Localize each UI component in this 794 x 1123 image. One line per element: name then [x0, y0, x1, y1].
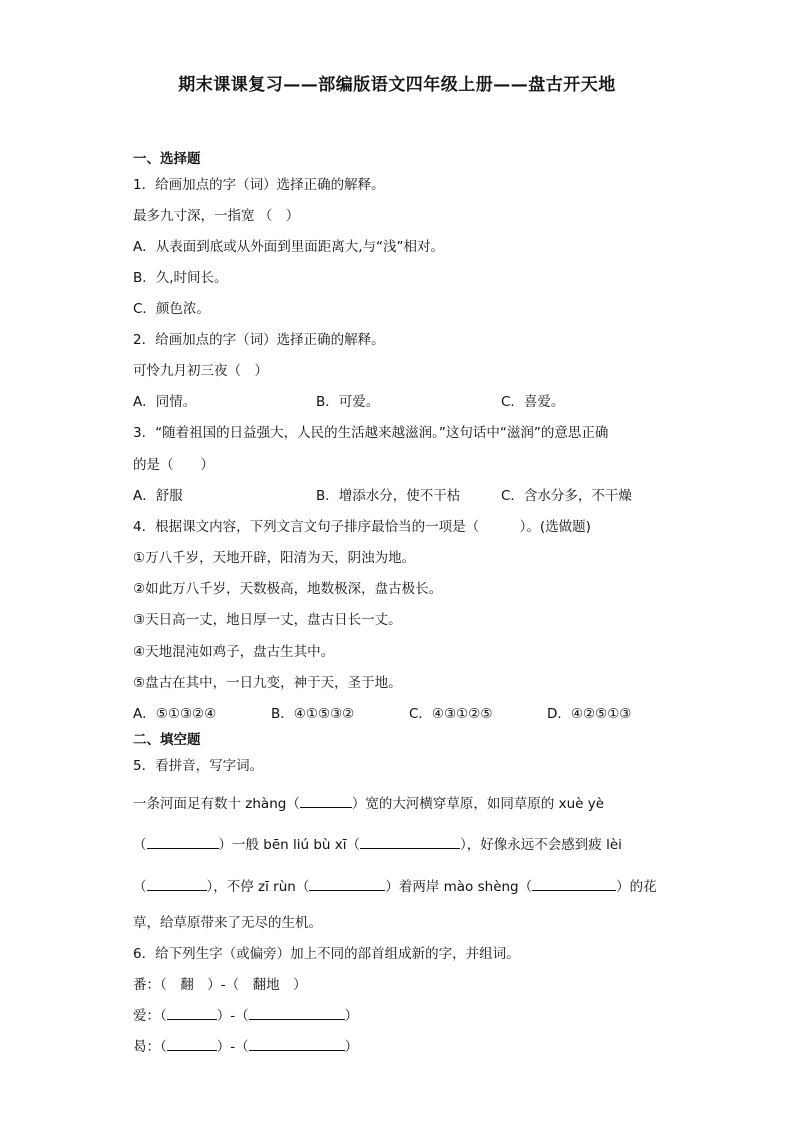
answer-blank[interactable] [532, 878, 616, 891]
q2-sentence: 可怜九月初三夜（ ） [133, 363, 268, 379]
q4-option-b: B．④①⑤③② [271, 706, 355, 722]
q5-text: ），不停 zī rùn（ [206, 879, 310, 895]
q4-stem: 4．根据课文内容，下列文言文句子排序最恰当的一项是（ ）。(选做题) [133, 519, 591, 535]
q5-line-1 [133, 792, 604, 812]
q5-text: ）着两岸 mào shèng（ [385, 879, 533, 895]
answer-blank[interactable] [147, 878, 207, 891]
q6-text: ）-（ [216, 1008, 249, 1024]
answer-blank[interactable] [309, 878, 385, 891]
q5-text: ）的花 [616, 879, 657, 895]
q5-stem: 5．看拼音，写字词。 [133, 758, 264, 774]
q4-item-2: ②如此万八千岁，天数极高，地数极深，盘古极长。 [133, 581, 443, 597]
answer-blank[interactable] [167, 1007, 217, 1020]
q4-item-5: ⑤盘古在其中，一日九变，神于天，圣于地。 [133, 675, 402, 691]
q5-text: ），好像永远不会感到疲 lèi [460, 837, 622, 853]
answer-blank[interactable] [249, 1007, 345, 1020]
q4-option-c: C．④③①②⑤ [409, 706, 493, 722]
q2-stem: 2．给画加点的字（词）选择正确的解释。 [133, 332, 385, 348]
q6-text: ） [344, 1039, 359, 1055]
q5-text: ）一般 bēn liú bù xī（ [218, 837, 361, 853]
q5-line-2 [133, 833, 622, 853]
q6-text: 爱：（ [133, 1008, 167, 1024]
q6-text: ）-（ [216, 1039, 249, 1055]
q5-text: （ [133, 837, 147, 853]
q4-item-4: ④天地混沌如鸡子，盘古生其中。 [133, 644, 335, 660]
q3-stem-line2: 的是（ ） [133, 457, 214, 473]
section-heading-choice: 一、选择题 [133, 151, 201, 167]
q1-option-a: A．从表面到底或从外面到里面距离大,与“浅”相对。 [133, 239, 445, 255]
q1-option-b: B．久,时间长。 [133, 270, 228, 286]
q1-stem: 1．给画加点的字（词）选择正确的解释。 [133, 177, 385, 193]
q5-text: ）宽的大河横穿草原，如同草原的 xuè yè [351, 796, 605, 812]
q6-text: 曷：（ [133, 1039, 167, 1055]
page-title: 期末课课复习——部编版语文四年级上册——盘古开天地 [178, 75, 616, 95]
q4-item-3: ③天日高一丈，地日厚一丈，盘古日长一丈。 [133, 612, 402, 628]
q2-option-b: B．可爱。 [316, 394, 380, 410]
q1-sentence: 最多九寸深，一指宽 （ ） [133, 208, 300, 224]
q6-row-3 [133, 1035, 358, 1055]
q3-option-c: C．含水分多，不干燥 [501, 488, 632, 504]
q6-stem: 6．给下列生字（或偏旁）加上不同的部首组成新的字，并组词。 [133, 946, 520, 962]
q5-text: 一条河面足有数十 zhàng（ [133, 796, 300, 812]
q5-line-4: 草，给草原带来了无尽的生机。 [133, 915, 322, 931]
q3-option-a: A．舒服 [133, 488, 183, 504]
q5-line-3 [133, 875, 657, 895]
answer-blank[interactable] [249, 1038, 345, 1051]
q2-option-c: C．喜爱。 [501, 394, 565, 410]
q1-option-c: C．颜色浓。 [133, 301, 210, 317]
answer-blank[interactable] [360, 836, 460, 849]
q6-row-1: 番：（ 翻 ）-（ 翻地 ） [133, 977, 307, 993]
q6-row-2 [133, 1004, 358, 1024]
answer-blank[interactable] [300, 795, 352, 808]
q6-text: ） [344, 1008, 359, 1024]
answer-blank[interactable] [147, 836, 219, 849]
q3-option-b: B．增添水分，使不干枯 [316, 488, 461, 504]
q4-option-a: A．⑤①③②④ [133, 706, 217, 722]
section-heading-fill: 二、填空题 [133, 732, 201, 748]
q4-item-1: ①万八千岁，天地开辟，阳清为天，阴浊为地。 [133, 550, 416, 566]
q2-option-a: A．同情。 [133, 394, 197, 410]
q5-text: （ [133, 879, 147, 895]
q4-option-d: D．④②⑤①③ [547, 706, 632, 722]
answer-blank[interactable] [167, 1038, 217, 1051]
q3-stem-line1: 3．“随着祖国的日益强大，人民的生活越来越滋润。”这句话中“滋润”的意思正确 [133, 425, 609, 441]
